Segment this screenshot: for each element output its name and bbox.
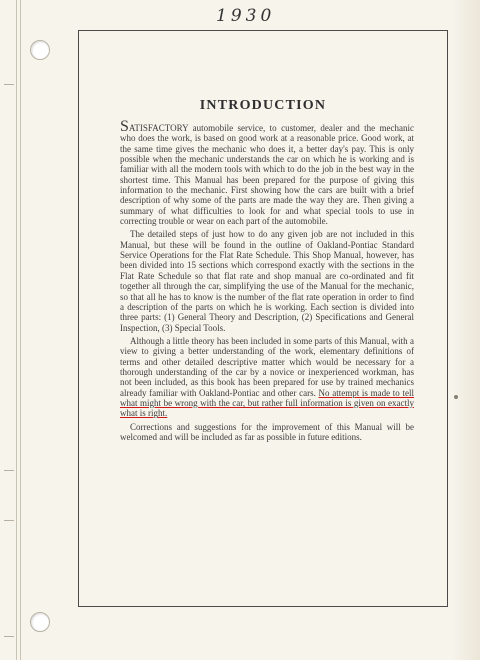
- paragraph-4: Corrections and suggestions for the improvement of this Manual will be welcomed and will be included as far as possible in future editions.: [120, 421, 414, 442]
- paragraph-2: The detailed steps of just how to do any given job are not included in this Manual, but these will be found in the outline of Oakland-Pontiac Standard Service Operations for the Flat Rate Schedule. This Shop Manual, however, has been divided into 15 sections which correspond exactly with the sections in the Flat Rate Schedule so that flat rate and shop manual are co-ordinated and fit together all through the car, simplifying the use of the Manual for the mechanic, so that all he has to know is the number of the flat rate operation in order to find a description of the parts on which he is working. Each section is divided into three parts: (1) General Theory and Description, (2) Specifications and General Inspection, (3) Special Tools.: [120, 229, 414, 333]
- margin-line: [16, 0, 17, 660]
- margin-tick: [4, 470, 14, 471]
- binder-hole-bottom: [30, 612, 50, 632]
- ink-smudge: [454, 395, 458, 399]
- handwritten-year-note: 1930: [216, 6, 276, 26]
- margin-tick: [4, 84, 14, 85]
- margin-line: [20, 0, 21, 660]
- margin-tick: [4, 636, 14, 637]
- paragraph-3: [120, 336, 414, 419]
- underlined-sentence: No attempt is made to tell what might be wrong with the car, but rather full information is given on exactly what is right.: [120, 387, 414, 419]
- paragraph-1-text: ATISFACTORY automobile service, to customer, dealer and the mechanic who does the work, is based on good work at a reasonable price. Good work, at the same time gives the mechanic who does it, a better day's pay. This is only possible when the mechanic understands the car on which he is working and is familiar with all the modern tools with which to do the job in the best way in the shortest time. This Manual has been prepared for the purpose of giving this information to the mechanic. First showing how the cars are built with a brief description of why some of the parts are made the way they are. Then giving a summary of what difficulties to look for and what special tools to use in correcting trouble or wear on each part of the automobile.: [120, 123, 414, 227]
- margin-tick: [4, 520, 14, 521]
- drop-cap: S: [120, 118, 129, 135]
- introduction-body: [120, 118, 414, 445]
- page-edge-shade: [452, 0, 480, 660]
- paragraph-1: [120, 118, 414, 227]
- page-title: INTRODUCTION: [199, 98, 327, 113]
- binder-hole-top: [30, 40, 50, 60]
- paragraph-3-text: Although a little theory has been included in some parts of this Manual, with a view to giving a better understanding of the work, elementary definitions of terms and other detailed descriptive matter which would be necessary for a thorough understanding of the car by a novice or inexperienced workman, has not been included, as this book has been prepared for use by trained mechanics already familiar with Oakland-Pontiac and other cars.: [120, 335, 414, 398]
